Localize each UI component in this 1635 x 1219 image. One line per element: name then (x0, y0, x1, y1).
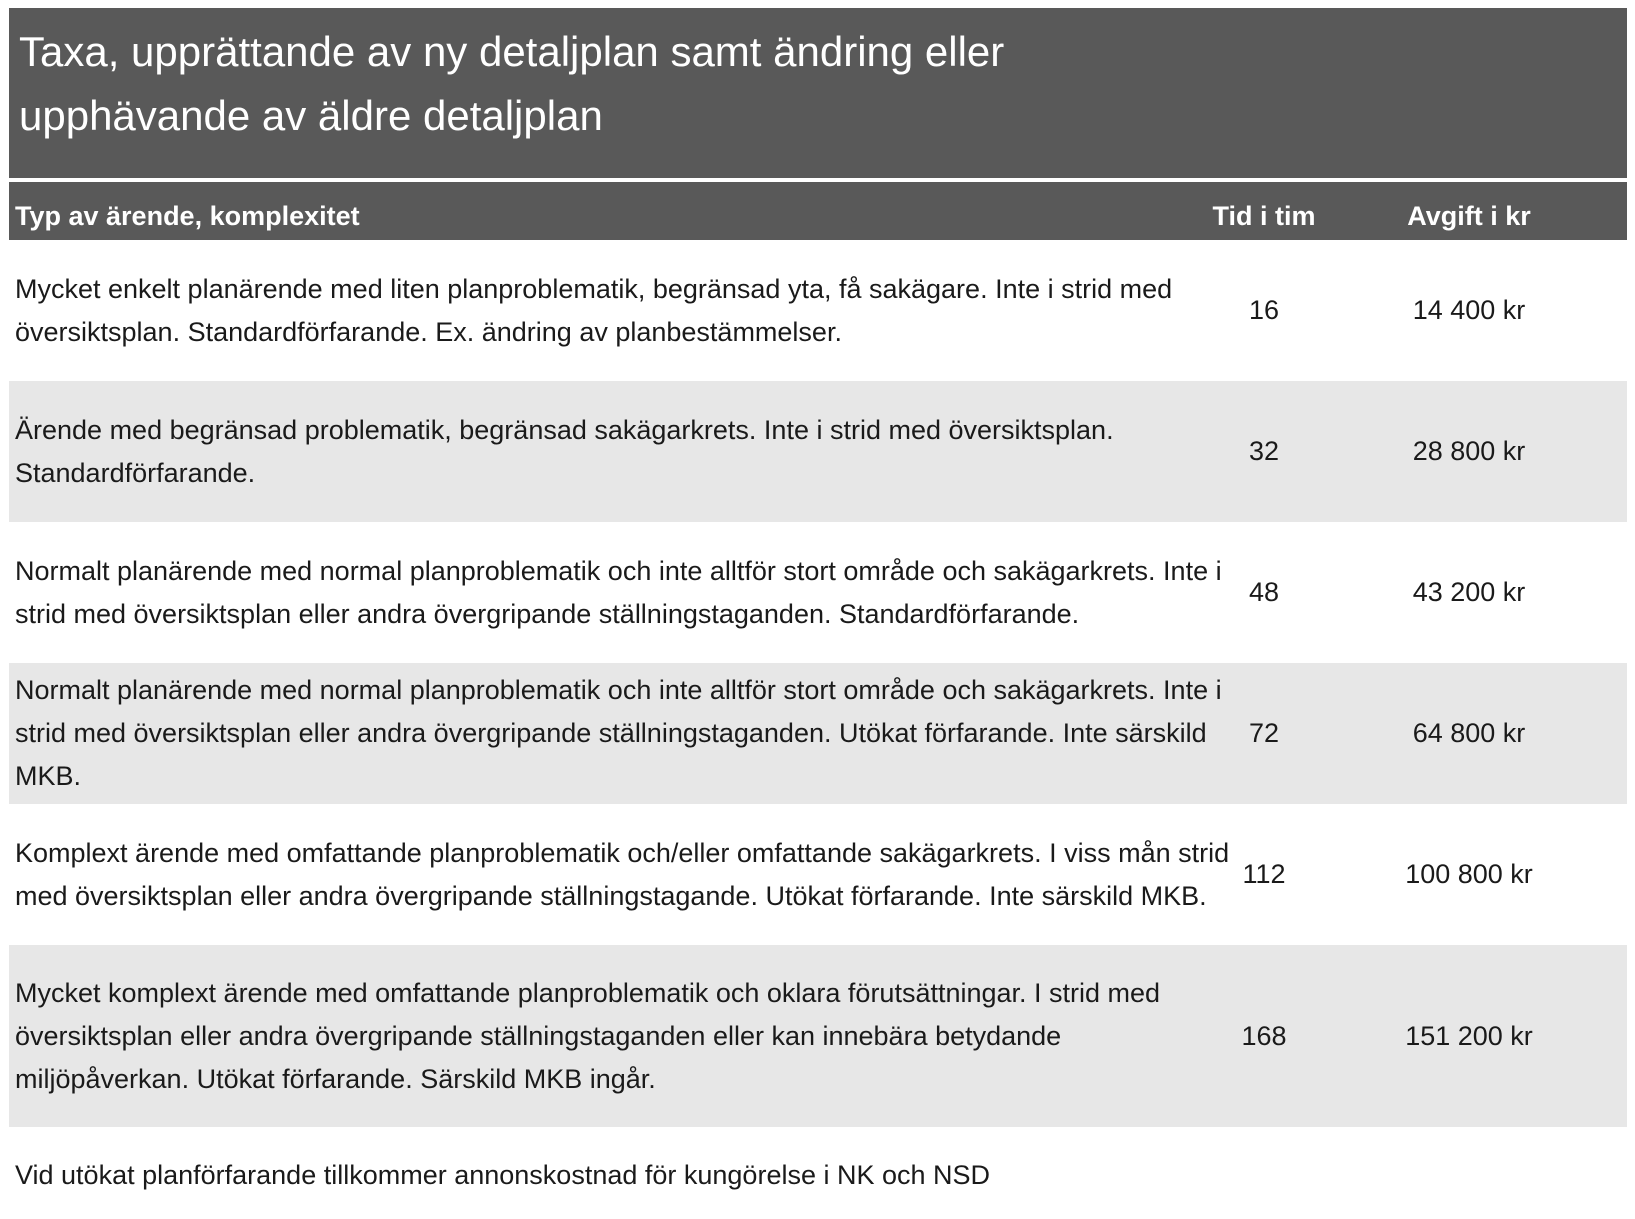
row-description: Mycket komplext ärende med omfattande planproblematik och oklara förutsättningar. I strid med översiktsplan eller andra övergripande ställningstaganden eller kan innebära betydande miljöpåverkan. Utökat förfarande. Särskild MKB ingår. (15, 977, 1161, 1094)
column-header-type: Typ av ärende, komplexitet (15, 201, 360, 231)
table-row (9, 522, 1627, 663)
column-header-fee: Avgift i kr (1407, 201, 1531, 231)
row-fee: 14 400 kr (1412, 295, 1526, 325)
table-row (9, 804, 1627, 945)
row-description: Normalt planärende med normal planproblematik och inte alltför stort område och sakägarkrets. Inte i strid med översiktsplan eller andra övergripande ställningstaganden. Standardförfarande. (15, 555, 1222, 629)
row-hours: 16 (1248, 295, 1280, 325)
table-header (9, 182, 1627, 240)
row-description: Komplext ärende med omfattande planproblematik och/eller omfattande sakägarkrets. I viss mån strid med översiktsplan eller andra övergripande ställningstagande. Utökat förfarande. Inte särskild MKB. (15, 837, 1230, 911)
row-description: Ärende med begränsad problematik, begränsad sakägarkrets. Inte i strid med översiktsplan. Standardförfarande. (15, 414, 1114, 488)
row-fee: 151 200 kr (1405, 1020, 1533, 1051)
row-hours: 48 (1248, 577, 1280, 607)
page-title: Taxa, upprättande av ny detaljplan samt ändring eller upphävande av äldre detaljplan (9, 8, 1627, 178)
row-hours: 112 (1242, 859, 1286, 889)
row-fee: 100 800 kr (1405, 859, 1533, 889)
column-header-time: Tid i tim (1212, 201, 1316, 231)
row-fee: 64 800 kr (1412, 718, 1526, 748)
row-fee: 28 800 kr (1412, 436, 1526, 466)
row-hours: 168 (1241, 1020, 1287, 1051)
table-row (9, 381, 1627, 522)
table-row (9, 945, 1627, 1127)
row-hours: 72 (1248, 718, 1280, 748)
row-description: Normalt planärende med normal planproblematik och inte alltför stort område och sakägarkrets. Inte i strid med översiktsplan eller andra övergripande ställningstaganden. Utökat förfarande. Inte särskild MKB. (15, 675, 1222, 791)
table-row (9, 240, 1627, 381)
row-hours: 32 (1248, 436, 1280, 466)
row-description: Mycket enkelt planärende med liten planproblematik, begränsad yta, få sakägare. Inte i strid med översiktsplan. Standardförfarande. Ex. ändring av planbestämmelser. (15, 273, 1173, 347)
table-row (9, 663, 1627, 804)
footnote: Vid utökat planförfarande tillkommer annonskostnad för kungörelse i NK och NSD (15, 1160, 991, 1190)
row-fee: 43 200 kr (1412, 577, 1526, 607)
